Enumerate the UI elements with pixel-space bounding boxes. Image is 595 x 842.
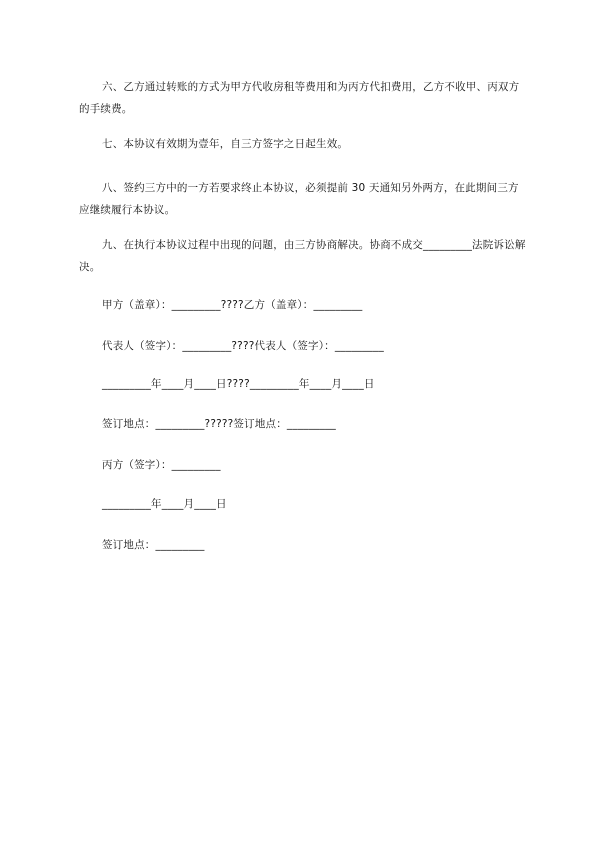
representative-signature-line: 代表人（签字）：_________????代表人（签字）：_________ xyxy=(102,340,384,352)
signing-place-line-c: 签订地点：_________ xyxy=(102,539,205,551)
date-line-a-b: _________年____月____日????_________年____月____日 xyxy=(102,378,375,390)
party-a-b-seal-line: 甲方（盖章）：_________????乙方（盖章）：_________ xyxy=(102,299,363,311)
date-line-c: _________年____月____日 xyxy=(102,498,227,510)
clause-eight: 八、签约三方中的一方若要求终止本协议，必须提前 30 天通知另外两方，在此期间三方应继续履行本协议。 xyxy=(79,182,519,216)
signing-place-line-a-b: 签订地点：_________?????签订地点：_________ xyxy=(102,418,336,430)
party-c-signature-line: 丙方（签字）：_________ xyxy=(102,459,221,471)
clause-six: 六、乙方通过转账的方式为甲方代收房租等费用和为丙方代扣费用，乙方不收甲、丙双方的手续费。 xyxy=(79,81,520,115)
clause-seven: 七、本协议有效期为壹年，自三方签字之日起生效。 xyxy=(102,138,349,150)
clause-nine: 九、在执行本协议过程中出现的问题，由三方协商解决。协商不成交_________法院诉讼解决。 xyxy=(79,239,526,273)
